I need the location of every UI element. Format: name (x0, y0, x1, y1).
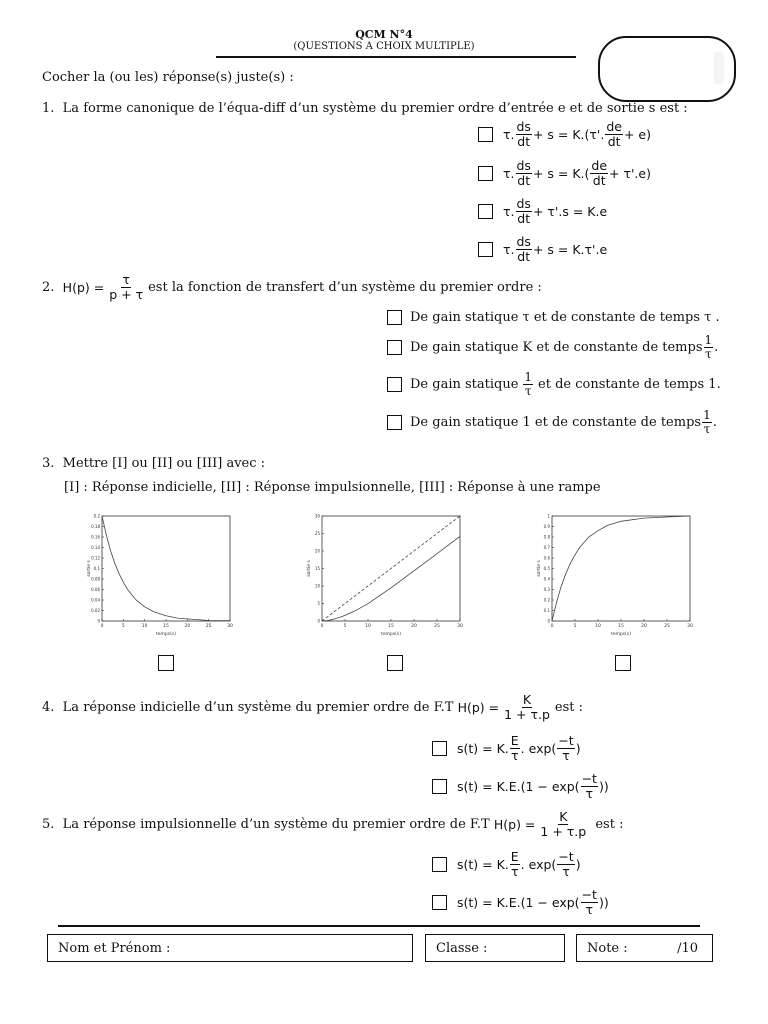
y-tick-label: 0.2 (93, 513, 100, 519)
fraction: $\frac{ds}{dt}$ (516, 119, 531, 149)
y-axis-label: sortie s (307, 560, 312, 577)
question-1 (42, 101, 688, 116)
x-tick-label: 30 (227, 624, 233, 629)
x-tick-label: 0 (100, 624, 104, 629)
y-tick-label: 0.02 (91, 608, 100, 613)
chart-impulse-response (86, 512, 236, 637)
chart-step-response (536, 512, 696, 637)
y-axis-label: sortie s (87, 560, 92, 577)
page-subtitle: (QUESTIONS A CHOIX MULTIPLE) (293, 41, 475, 52)
question-text: Mettre [I] ou [II] ou [III] avec : (62, 456, 266, 471)
x-tick-label: 10 (365, 624, 371, 629)
instruction: Cocher la (ou les) réponse(s) juste(s) : (42, 70, 294, 85)
y-tick-label: 0.04 (91, 597, 100, 603)
class-field[interactable]: Classe : (425, 934, 565, 962)
x-tick-label: 5 (121, 624, 125, 629)
q1-option-2: τ. $\frac{ds}{dt}$ + s = K.( $\frac{de}{dt}$ + τ'.e) (478, 155, 651, 191)
fraction: $\frac{ds}{dt}$ (516, 158, 531, 188)
y-tick-label: 0.1 (93, 566, 100, 571)
fraction: $\frac{-t}{\tau}$ (558, 849, 574, 879)
page-title: QCM N°4 (355, 28, 413, 41)
checkbox[interactable] (387, 377, 402, 392)
y-tick-label: 0 (547, 618, 550, 624)
checkbox[interactable] (432, 895, 447, 910)
question-5: 5. La réponse impulsionnelle d’un système du premier ordre de F.T H(p) = $\frac{K}{1 + \tau.p}$ est : (42, 809, 624, 839)
checkbox[interactable] (478, 204, 493, 219)
x-tick-label: 15 (388, 624, 394, 629)
fraction: $\frac{K}{1 + \tau.p}$ (540, 809, 587, 839)
q1-option-3: τ. $\frac{ds}{dt}$ + τ'.s = K.e (478, 193, 607, 229)
x-tick-label: 25 (434, 624, 440, 629)
y-tick-label: 0.4 (543, 576, 550, 582)
question-text: La réponse impulsionnelle d’un système du premier ordre de F.T (62, 816, 490, 832)
x-tick-label: 15 (618, 624, 624, 629)
y-axis-label: sortie s (537, 560, 542, 577)
x-tick-label: 5 (573, 624, 577, 629)
fraction: $\frac{E}{\tau}$ (510, 733, 519, 763)
y-tick-label: 0.06 (91, 587, 100, 592)
x-axis-label: temps(s) (381, 632, 401, 637)
q3-legend: [I] : Réponse indicielle, [II] : Réponse impulsionnelle, [III] : Réponse à une rampe (64, 480, 601, 495)
y-tick-label: 0.5 (543, 566, 550, 571)
fraction: $\frac{1}{\tau}$ (703, 407, 711, 436)
x-tick-label: 30 (687, 624, 693, 629)
plot-area (102, 516, 230, 621)
checkbox[interactable] (387, 310, 402, 325)
y-tick-label: 30 (314, 513, 320, 519)
y-tick-label: 0.9 (543, 524, 550, 529)
y-tick-label: 0 (317, 618, 320, 624)
q2-option-4: De gain statique 1 et de constante de temps $\frac{1}{\tau}$ . (387, 405, 717, 439)
checkbox[interactable] (478, 166, 493, 181)
footer-rule (58, 925, 700, 927)
fraction: $\frac{ds}{dt}$ (516, 196, 531, 226)
question-number: 4. (42, 699, 55, 715)
y-tick-label: 15 (314, 566, 320, 571)
x-tick-label: 25 (205, 624, 212, 629)
question-number: 5. (42, 816, 55, 832)
y-tick-label: 0.7 (543, 545, 550, 550)
x-tick-label: 10 (141, 624, 148, 629)
question-3 (42, 456, 265, 471)
y-tick-label: 20 (314, 548, 320, 554)
y-tick-label: 25 (314, 531, 320, 536)
chart-1-answer-checkbox[interactable] (158, 655, 174, 671)
q4-option-2: s(t) = K.E.(1 − exp( $\frac{-t}{\tau}$ )) (432, 768, 609, 804)
grade-oval (598, 36, 736, 102)
x-tick-label: 15 (163, 624, 169, 629)
y-tick-label: 0.08 (91, 576, 100, 582)
fraction: $\frac{de}{dt}$ (606, 119, 622, 149)
fraction: $\frac{K}{1 + \tau.p}$ (504, 692, 550, 722)
x-tick-label: 20 (641, 624, 647, 629)
question-text: La forme canonique de l’équa-diff d’un système du premier ordre d’entrée e et de sortie s est : (62, 101, 688, 116)
y-tick-label: 0.12 (91, 555, 100, 561)
fraction: $\frac{\tau}{p + \tau}$ (109, 272, 144, 302)
checkbox[interactable] (432, 741, 447, 756)
y-tick-label: 10 (314, 583, 320, 589)
q1-option-4: τ. $\frac{ds}{dt}$ + s = K.τ'.e (478, 231, 607, 267)
fraction: $\frac{E}{\tau}$ (510, 849, 519, 879)
x-axis-label: temps(s) (611, 632, 631, 637)
y-tick-label: 0.18 (91, 524, 100, 529)
x-tick-label: 0 (320, 624, 324, 629)
checkbox[interactable] (432, 857, 447, 872)
fraction: $\frac{ds}{dt}$ (516, 234, 531, 264)
question-text: est la fonction de transfert d’un système du premier ordre : (148, 279, 542, 295)
question-number: 1. (42, 101, 55, 116)
question-text: La réponse indicielle d’un système du premier ordre de F.T (62, 699, 454, 715)
fraction: $\frac{de}{dt}$ (591, 158, 608, 188)
question-2: 2. H(p) = $\frac{\tau}{p + \tau}$ est la fonction de transfert d’un système du premier ordre : (42, 272, 542, 302)
title-rule (216, 56, 576, 58)
checkbox[interactable] (478, 242, 493, 257)
fraction: $\frac{-t}{\tau}$ (581, 887, 597, 917)
q2-option-2: De gain statique K et de constante de temps $\frac{1}{\tau}$ . (387, 330, 718, 364)
fraction: $\frac{-t}{\tau}$ (581, 771, 597, 801)
x-tick-label: 5 (343, 624, 347, 629)
y-tick-label: 0 (97, 618, 100, 624)
x-tick-label: 0 (550, 624, 554, 629)
fraction: $\frac{1}{\tau}$ (704, 332, 713, 361)
fraction: $\frac{-t}{\tau}$ (558, 733, 574, 763)
checkbox[interactable] (387, 340, 402, 355)
x-axis-label: temps(s) (156, 632, 176, 637)
name-field[interactable]: Nom et Prénom : (47, 934, 413, 962)
q5-option-1: s(t) = K. $\frac{E}{\tau}$ . exp( $\frac{-t}{\tau}$ ) (432, 846, 581, 882)
question-4: 4. La réponse indicielle d’un système du premier ordre de F.T H(p) = $\frac{K}{1 + \tau.p}$ est : (42, 692, 584, 722)
x-tick-label: 20 (184, 624, 191, 629)
chart-3-answer-checkbox[interactable] (615, 655, 631, 671)
y-tick-label: 0.8 (543, 534, 550, 540)
q5-option-2: s(t) = K.E.(1 − exp( $\frac{-t}{\tau}$ )) (432, 884, 609, 920)
y-tick-label: 1 (547, 513, 550, 519)
x-tick-label: 20 (411, 624, 417, 629)
x-tick-label: 25 (664, 624, 670, 629)
y-tick-label: 0.1 (543, 608, 550, 613)
x-tick-label: 30 (457, 624, 463, 629)
q4-option-1: s(t) = K. $\frac{E}{\tau}$ . exp( $\frac{-t}{\tau}$ ) (432, 730, 581, 766)
question-number: 3. (42, 456, 55, 471)
y-tick-label: 5 (317, 601, 320, 606)
chart-ramp-response (306, 512, 466, 637)
y-tick-label: 0.14 (91, 545, 100, 550)
q2-option-1: De gain statique τ et de constante de temps τ . (387, 307, 720, 327)
checkbox[interactable] (478, 127, 493, 142)
checkbox[interactable] (387, 415, 402, 430)
chart-2-answer-checkbox[interactable] (387, 655, 403, 671)
q2-option-3: De gain statique $\frac{1}{\tau}$ et de constante de temps 1. (387, 367, 721, 401)
q1-option-1: τ. $\frac{ds}{dt}$ + s = K.(τ'. $\frac{de}{dt}$ + e) (478, 116, 651, 152)
plot-area (552, 516, 690, 621)
y-tick-label: 0.3 (543, 587, 550, 592)
x-tick-label: 10 (595, 624, 601, 629)
question-number: 2. (42, 279, 55, 295)
fraction: $\frac{1}{\tau}$ (524, 369, 533, 398)
checkbox[interactable] (432, 779, 447, 794)
y-tick-label: 0.6 (543, 555, 550, 561)
y-tick-label: 0.16 (91, 534, 100, 540)
score-field: Note : /10 (576, 934, 713, 962)
y-tick-label: 0.2 (543, 597, 550, 603)
